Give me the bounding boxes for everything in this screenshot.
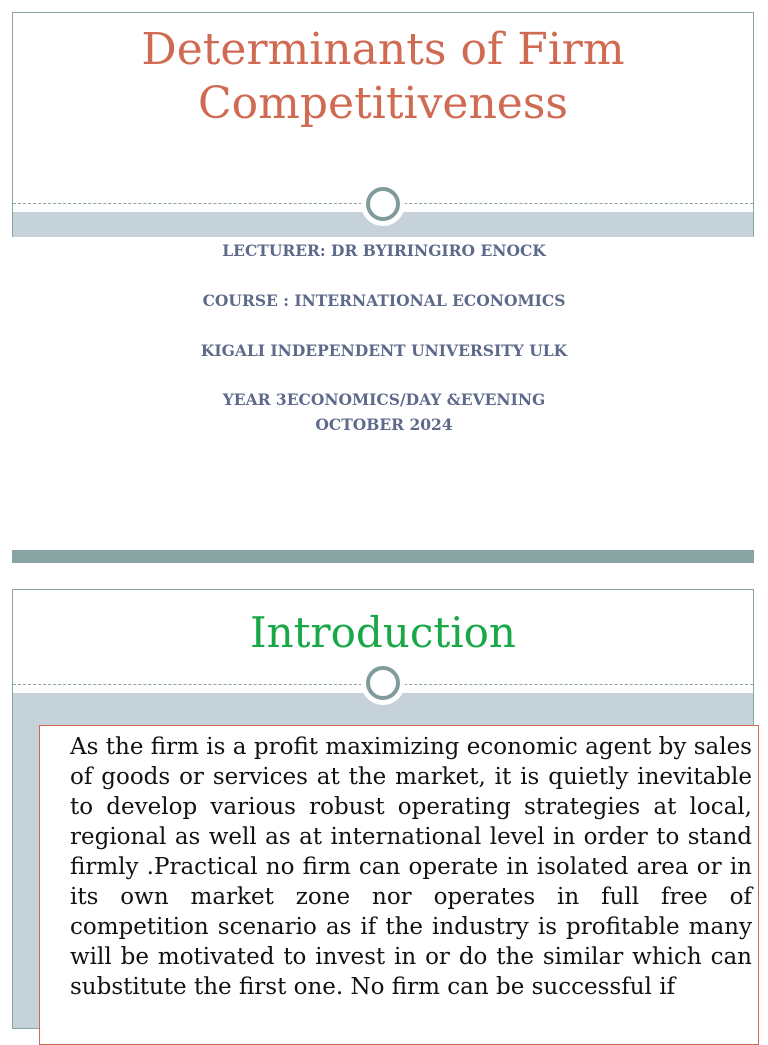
slide-title: Introduction	[250, 608, 516, 657]
university-line: KIGALI INDEPENDENT UNIVERSITY ULK	[200, 341, 568, 360]
slide-title	[13, 23, 753, 131]
body-paragraph: As the firm is a profit maximizing economic agent by sales of goods or services at the market, it is quietly inevitable to develop various robust operating strategies at local, regional as well as at international level in order to stand firmly .Practical no firm can operate in isolated area or in its own market zone nor operates in full free of competition scenario as if the industry is profitable many will be motivated to invest in or do the similar which can substitute the first one. No firm can be successful if	[70, 734, 752, 1000]
lecturer-line: LECTURER: DR BYIRINGIRO ENOCK	[222, 241, 546, 260]
introduction-slide	[12, 589, 754, 1029]
body-text-box	[39, 725, 759, 1045]
date-line: OCTOBER 2024	[315, 415, 453, 434]
ring-ornament-icon	[366, 187, 400, 221]
year-line: YEAR 3ECONOMICS/DAY &EVENING	[222, 390, 546, 409]
title-slide	[12, 12, 754, 237]
title-line-1: Determinants of Firm	[141, 24, 625, 75]
title-line-2: Competitiveness	[197, 78, 569, 129]
slide-separator	[12, 550, 754, 563]
ring-ornament-icon	[366, 666, 400, 700]
course-line: COURSE : INTERNATIONAL ECONOMICS	[202, 291, 566, 310]
